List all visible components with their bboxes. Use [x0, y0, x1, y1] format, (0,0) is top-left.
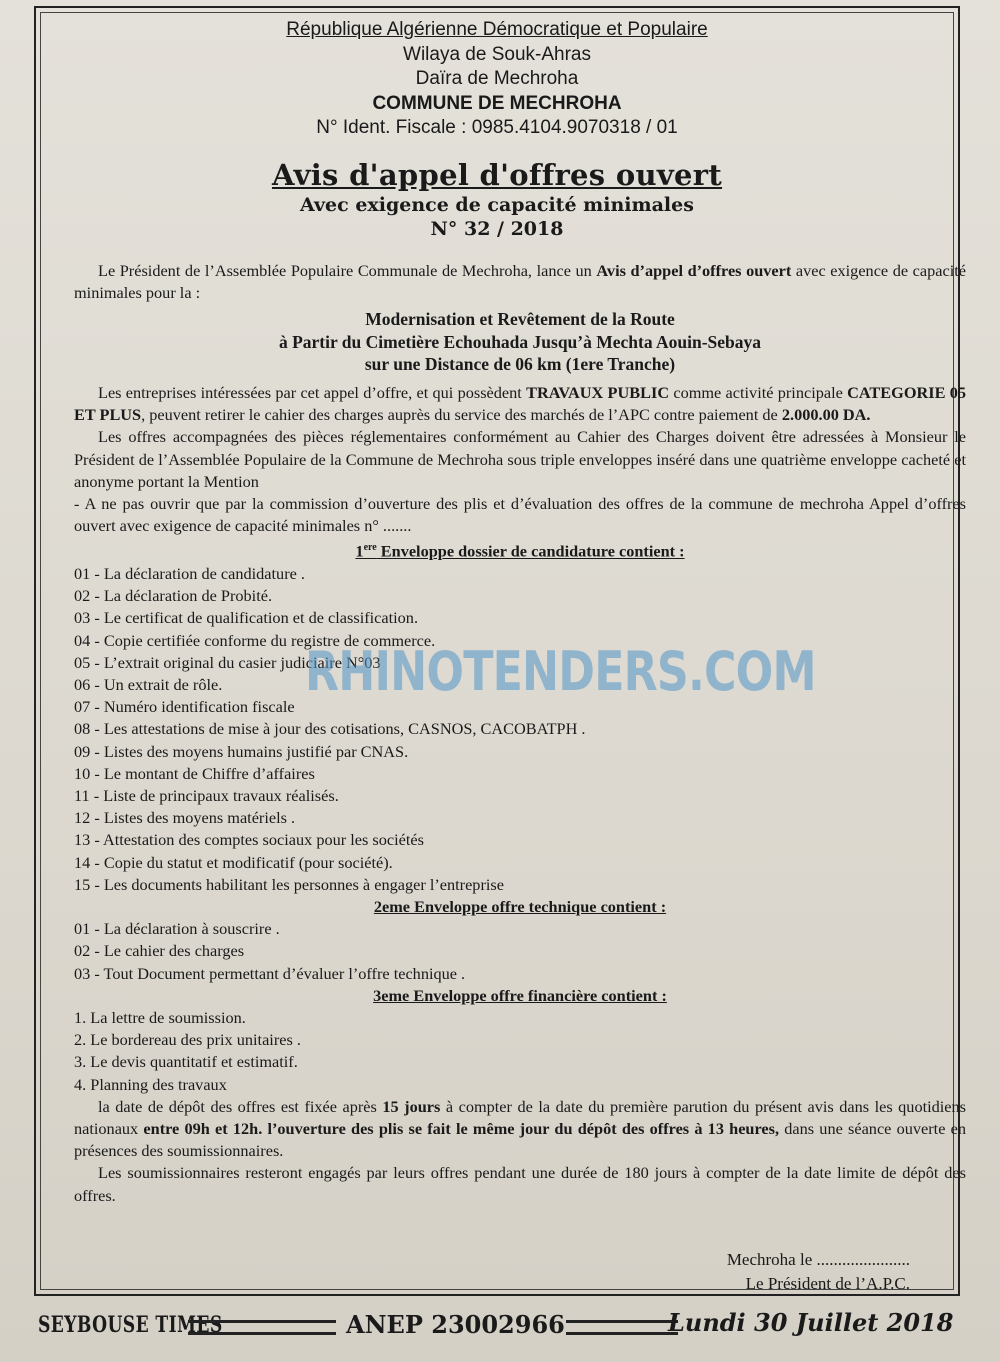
eligibility-category: CATEGORIE 05 ET PLUS: [74, 382, 966, 425]
list-item: 10 - Le montant de Chiffre d’affaires: [74, 763, 315, 783]
envelope-3-list: [74, 1007, 966, 1096]
list-item: 06 - Un extrait de rôle.: [74, 674, 223, 694]
deadline-text-3: dans une séance ouverte en présences des soumissionnaires.: [74, 1119, 966, 1161]
eligibility-text-1: Les entreprises intéressées par cet appel d’offre, et qui possèdent: [98, 382, 527, 402]
daira-line: Daïra de Mechroha: [415, 68, 579, 89]
list-item: 4. Planning des travaux: [74, 1074, 227, 1094]
title-block: [36, 158, 958, 240]
list-item: 03 - Le certificat de qualification et de classification.: [74, 608, 419, 628]
list-item: 04 - Copie certifiée conforme du registre de commerce.: [74, 630, 436, 650]
signature-place: Mechroha le ......................: [726, 1250, 910, 1269]
footer-rule-left: [188, 1320, 336, 1335]
envelope-1-num: 1: [355, 541, 364, 561]
project-title: [74, 308, 966, 376]
envelope-2-list: [74, 918, 966, 985]
anep-number: ANEP 23002966: [346, 1310, 565, 1339]
list-item: 08 - Les attestations de mise à jour des cotisations, CASNOS, CACOBATPH .: [74, 719, 586, 739]
envelope-3-heading: 3eme Enveloppe offre financière contient :: [373, 985, 667, 1005]
deadline-text-1: la date de dépôt des offres est fixée après: [98, 1096, 383, 1116]
fiscal-id-line: N° Ident. Fiscale : 0985.4104.9070318 / 01: [316, 117, 678, 138]
envelope-1-heading: [74, 537, 966, 563]
intro-bold: Avis d’appel d’offres ouvert: [596, 261, 792, 280]
project-line-3: sur une Distance de 06 km (1ere Tranche): [364, 354, 676, 375]
list-item: 13 - Attestation des comptes sociaux pour les sociétés: [74, 830, 424, 850]
publication-name: SEYBOUSE TIMES: [38, 1312, 223, 1338]
list-item: 12 - Listes des moyens matériels .: [74, 808, 296, 828]
intro-text-end: avec exigence de capacité minimales pour la :: [74, 261, 966, 303]
deadline-paragraph: [74, 1096, 966, 1163]
deadline-days: 15 jours: [382, 1096, 441, 1116]
watermark: RHINOTENDERS.COM: [305, 640, 816, 703]
list-item: 01 - La déclaration à souscrire .: [74, 919, 280, 939]
eligibility-paragraph: [74, 382, 966, 426]
envelope-1-sup: ere: [363, 542, 377, 554]
deadline-hours: entre 09h et 12h. l’ouverture des plis se fait le même jour du dépôt des offres à 13 heures,: [143, 1119, 780, 1139]
publication-date: Lundi 30 Juillet 2018: [668, 1308, 954, 1337]
eligibility-price: 2.000.00 DA.: [781, 405, 871, 425]
list-item: 3. Le devis quantitatif et estimatif.: [74, 1052, 298, 1072]
submission-mention: - A ne pas ouvrir que par la commission d’ouverture des plis et d’évaluation des offres de la commune de mechroha Appel d’offres ouvert avec exigence de capacité minimales n° .......: [74, 493, 966, 536]
list-item: 1. La lettre de soumission.: [74, 1008, 246, 1028]
signature-block: [727, 1248, 910, 1296]
project-line-2: à Partir du Cimetière Echouhada Jusqu’à Mechta Aouin-Sebaya: [278, 331, 762, 352]
validity-paragraph: Les soumissionnaires resteront engagés par leurs offres pendant une durée de 180 jours à compter de la date limite de dépôt des offres.: [74, 1163, 966, 1205]
notice-subtitle: Avec exigence de capacité minimales: [300, 194, 694, 216]
list-item: 01 - La déclaration de candidature .: [74, 563, 305, 583]
intro-text: Le Président de l’Assemblée Populaire Communale de Mechroha, lance un: [98, 261, 597, 280]
list-item: 15 - Les documents habilitant les personnes à engager l’entreprise: [74, 874, 504, 894]
list-item: 11 - Liste de principaux travaux réalisés.: [74, 785, 339, 805]
eligibility-text-2: comme activité principale: [669, 382, 848, 402]
notice-title: Avis d'appel d'offres ouvert: [271, 158, 723, 192]
list-item: 02 - La déclaration de Probité.: [74, 586, 273, 606]
notice-header: [36, 18, 958, 141]
submission-paragraph: Les offres accompagnées des pièces réglementaires conformément au Cahier des Charges doivent être adressées à Monsieur le Président de l’Assemblée Populaire de la Commune de Mechroha sous triple enveloppes inséré dans une quatrième enveloppe cacheté et anonyme portant la Mention: [74, 427, 966, 491]
list-item: 14 - Copie du statut et modificatif (pour société).: [74, 852, 393, 872]
wilaya-line: Wilaya de Souk-Ahras: [403, 43, 591, 65]
signature-signer: Le Président de l’A.P.C.: [745, 1274, 910, 1293]
footer-rule-right: [566, 1320, 678, 1335]
envelope-2-heading: 2eme Enveloppe offre technique contient :: [373, 897, 667, 916]
eligibility-activity: TRAVAUX PUBLIC: [526, 382, 670, 402]
notice-number: N° 32 / 2018: [430, 218, 564, 240]
list-item: 07 - Numéro identification fiscale: [74, 697, 295, 717]
newspaper-footer: [30, 1306, 970, 1346]
deadline-text-2: à compter de la date du première parution du présent avis dans les quotidiens nationaux: [74, 1096, 967, 1139]
list-item: 2. Le bordereau des prix unitaires .: [74, 1030, 301, 1050]
intro-paragraph: [74, 260, 966, 304]
republic-line: République Algérienne Démocratique et Populaire: [286, 19, 708, 40]
list-item: 02 - Le cahier des charges: [74, 941, 245, 961]
project-line-1: Modernisation et Revêtement de la Route: [365, 309, 675, 330]
envelope-1-list: [74, 563, 966, 896]
list-item: 09 - Listes des moyens humains justifié par CNAS.: [74, 741, 409, 761]
commune-line: COMMUNE DE MECHROHA: [372, 92, 622, 114]
eligibility-text-3: , peuvent retirer le cahier des charges auprès du service des marchés de l’APC contre paiement de: [141, 405, 782, 425]
notice-body: [74, 260, 966, 1207]
list-item: 05 - L’extrait original du casier judiciaire N°03: [74, 652, 381, 672]
envelope-1-heading-text: Enveloppe dossier de candidature contient :: [376, 541, 685, 561]
list-item: 03 - Tout Document permettant d’évaluer l’offre technique .: [74, 963, 466, 983]
